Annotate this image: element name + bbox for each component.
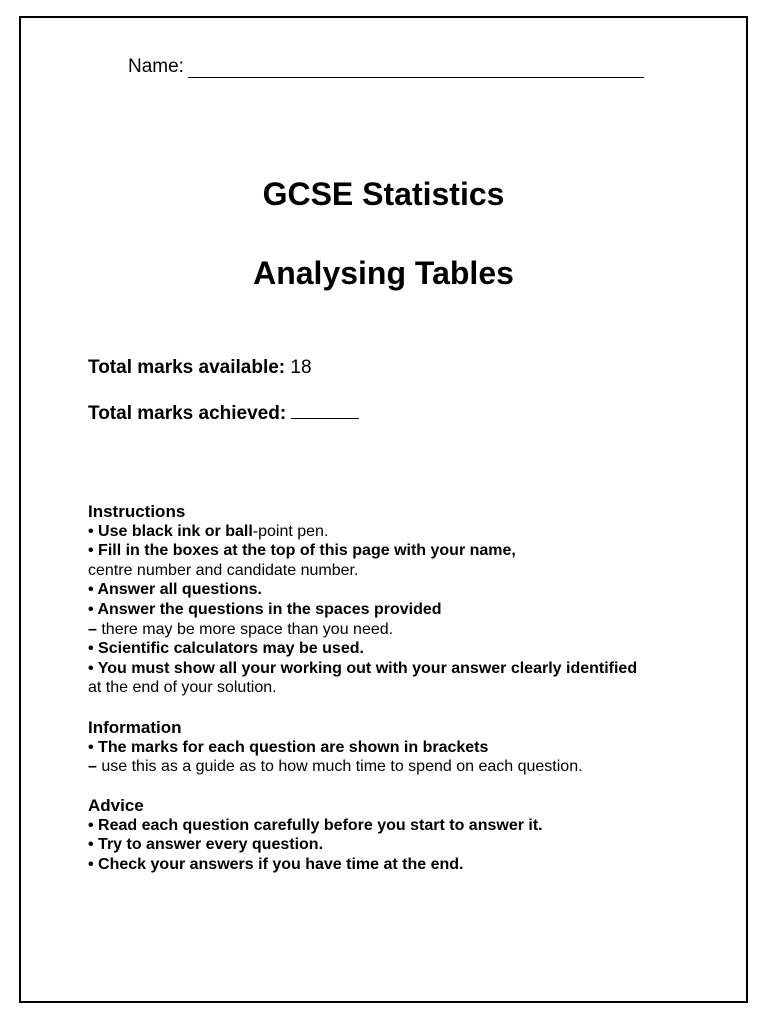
instructions-section — [88, 502, 637, 698]
information-line — [88, 738, 583, 758]
instruction-line — [88, 659, 637, 679]
advice-line-bold: • Try to answer every question. — [88, 836, 324, 854]
instruction-line — [88, 678, 637, 698]
instruction-line-bold: • Fill in the boxes at the top of this page with your name, — [88, 542, 516, 560]
exam-title: GCSE Statistics — [262, 176, 505, 212]
information-section — [88, 718, 583, 777]
instruction-line-text: there may be more space than you need. — [96, 620, 394, 638]
marks-achieved-label: Total marks achieved: — [88, 403, 287, 424]
instruction-line-bold: – — [88, 620, 97, 638]
name-label: Name: — [128, 56, 184, 77]
marks-available-value: 18 — [290, 357, 312, 378]
total-marks-achieved — [88, 402, 359, 425]
information-line-bold: • The marks for each question are shown in brackets — [88, 738, 489, 756]
advice-line — [88, 855, 543, 875]
instruction-line-bold: • Answer the questions in the spaces provided — [88, 600, 442, 618]
advice-line-bold: • Check your answers if you have time at the end. — [88, 855, 464, 873]
instruction-line-text: at the end of your solution. — [88, 679, 277, 697]
instruction-line-bold: • Answer all questions. — [88, 581, 262, 599]
information-line-text: use this as a guide as to how much time to spend on each question. — [96, 758, 583, 776]
instruction-line — [88, 522, 637, 542]
information-heading: Information — [88, 718, 182, 737]
information-line-bold: – — [88, 758, 97, 776]
marks-achieved-blank[interactable] — [291, 402, 359, 419]
instruction-line-text: centre number and candidate number. — [88, 561, 359, 579]
instruction-line-text: -point pen. — [252, 522, 329, 540]
instruction-line-bold: • Scientific calculators may be used. — [88, 640, 364, 658]
advice-line — [88, 816, 543, 836]
total-marks-available — [88, 357, 312, 379]
name-row — [128, 56, 644, 78]
instruction-line — [88, 561, 637, 581]
instruction-line — [88, 639, 637, 659]
instruction-line — [88, 580, 637, 600]
instruction-line — [88, 541, 637, 561]
advice-line — [88, 835, 543, 855]
instructions-heading: Instructions — [88, 502, 186, 521]
exam-subtitle: Analysing Tables — [253, 255, 514, 291]
marks-available-label: Total marks available: — [88, 357, 286, 378]
instruction-line — [88, 600, 637, 620]
advice-section — [88, 796, 543, 874]
instruction-line-bold: • You must show all your working out with your answer clearly identified — [88, 659, 638, 677]
name-input-line[interactable] — [188, 57, 644, 78]
instruction-line — [88, 620, 637, 640]
instruction-line-bold: • Use black ink or ball — [88, 522, 253, 540]
information-line — [88, 757, 583, 777]
exam-cover-sheet — [19, 16, 748, 1003]
advice-line-bold: • Read each question carefully before you start to answer it. — [88, 816, 543, 834]
advice-heading: Advice — [88, 796, 144, 815]
